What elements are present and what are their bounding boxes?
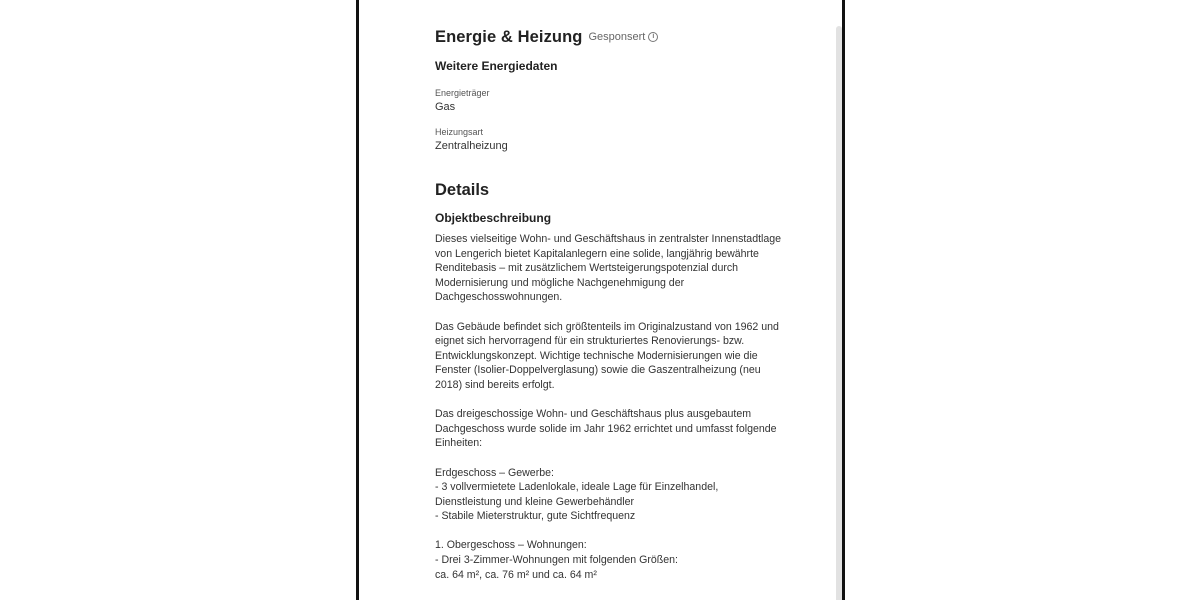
description-line: Das dreigeschossige Wohn- und Geschäftshaus plus ausgebautem — [435, 408, 752, 421]
description-line: Entwicklungskonzept. Wichtige technische Modernisierungen wie die — [435, 349, 758, 362]
description-text — [435, 232, 782, 582]
description-line: eignet sich hervorragend für ein strukturiertes Renovierungs- bzw. — [435, 335, 745, 348]
description-line: Dachgeschosswohnungen. — [435, 291, 563, 304]
frame-right-border — [842, 0, 845, 600]
description-line: Modernisierung und mögliche Nachgenehmigung der — [435, 276, 685, 289]
energy-title: Energie & Heizung — [435, 28, 583, 46]
energy-section-header — [435, 28, 658, 47]
sponsored-label: Gesponsert — [588, 30, 646, 43]
scrollbar[interactable] — [836, 26, 842, 600]
frame-left-border — [356, 0, 359, 600]
description-line: - 3 vollvermietete Ladenlokale, ideale Lage für Einzelhandel, — [435, 481, 719, 494]
heating-type-label: Heizungsart — [435, 127, 484, 137]
description-line: Einheiten: — [435, 437, 483, 450]
heating-type-value: Zentralheizung — [435, 140, 508, 152]
description-line: Dieses vielseitige Wohn- und Geschäftshaus in zentralster Innenstadtlage — [435, 233, 782, 245]
description-line: Fenster (Isolier-Doppelverglasung) sowie die Gaszentralheizung (neu — [435, 364, 761, 377]
description-line: ca. 64 m², ca. 76 m² und ca. 64 m² — [435, 568, 597, 581]
description-line: Dachgeschoss wurde solide im Jahr 1962 errichtet und umfasst folgende — [435, 422, 777, 435]
description-subtitle: Objektbeschreibung — [435, 211, 552, 225]
description-line: Renditebasis – mit zusätzlichem Wertsteigerungspotenzial durch — [435, 262, 739, 275]
paragraph-gap — [435, 451, 770, 466]
details-title: Details — [435, 181, 490, 199]
energy-carrier-value: Gas — [435, 101, 456, 113]
description-line: von Lengerich bietet Kapitalanlegern eine solide, langjährig bewährte — [435, 247, 759, 260]
energy-carrier-label: Energieträger — [435, 88, 490, 98]
description-line: Erdgeschoss – Gewerbe: — [435, 466, 554, 479]
description-line: Das Gebäude befindet sich größtenteils im Originalzustand von 1962 und — [435, 320, 779, 333]
paragraph-gap — [435, 393, 770, 408]
description-line: - Drei 3-Zimmer-Wohnungen mit folgenden Größen: — [435, 554, 678, 567]
description-line: - Stabile Mieterstruktur, gute Sichtfrequenz — [435, 510, 636, 523]
description-line: Dienstleistung und kleine Gewerbehändler — [435, 495, 635, 508]
paragraph-gap — [435, 305, 770, 320]
description-line: 2018) sind bereits erfolgt. — [435, 378, 555, 391]
energy-subtitle: Weitere Energiedaten — [435, 59, 558, 73]
paragraph-gap — [435, 524, 770, 539]
description-line: 1. Obergeschoss – Wohnungen: — [435, 539, 587, 552]
info-icon[interactable]: i — [648, 32, 658, 42]
